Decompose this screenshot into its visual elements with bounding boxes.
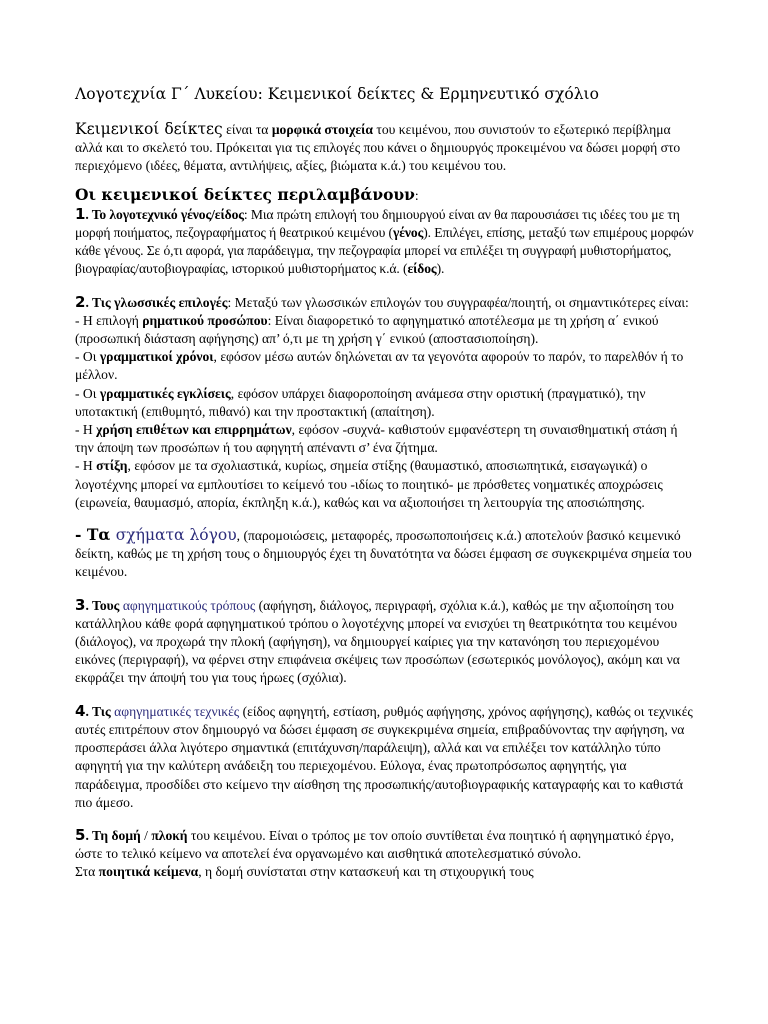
figures-term: σχήματα λόγου — [115, 526, 237, 545]
list-item-text: , εφόσον μέσω αυτών δηλώνεται αν τα γεγονότα αφορούν το παρόν, το παρελθόν ή το μέλλον. — [75, 349, 684, 383]
section-1-bold-1: γένος — [392, 225, 424, 241]
list-item-text: , εφόσον υπάρχει διαφοροποίηση ανάμεσα στην οριστική (πραγματικό), την υποτακτική (επιθυμητό, πιθανό) και την προστακτική (απαίτηση). — [75, 385, 646, 419]
figures-dash: - Τα — [75, 525, 116, 545]
section-3-term: αφηγηματικούς τρόπους — [122, 597, 256, 613]
list-item-prefix: - Οι — [75, 349, 100, 365]
list-item — [75, 457, 695, 512]
document-title: Λογοτεχνία Γ΄ Λυκείου: Κειμενικοί δείκτες & Ερμηνευτικό σχόλιο — [75, 85, 599, 103]
list-item — [75, 348, 695, 384]
section-4-number: 4 — [75, 701, 86, 720]
list-item-prefix: - Οι — [75, 385, 100, 401]
section-5-cont-term: ποιητικά κείμενα — [98, 864, 199, 880]
section-4-text: (είδος αφηγητή, εστίαση, ρυθμός αφήγησης, χρόνος αφήγησης), καθώς οι τεχνικές αυτές επιτρέπουν στον δημιουργό να δώσει έμφαση σε συγκεκριμένα σημεία, επιβραδύνοντας την αφήγηση, να προσπεράσει άλλα λιγότερο σημαντικά (επιτάχυνση/παράλειψη), αλλά και να επιλέξει τον κατάλληλο τύπο αφηγητή για την καλύτερη ανάδειξη του περιεχομένου. Εύλογα, ένας πρωτοπρόσωπος αφηγητής, για παράδειγμα, προσδίδει στο κείμενο την αίσθηση της προσωπικής/αυτοβιογραφικής καταγραφής και το καθιστά πιο άμεσο. — [75, 703, 693, 810]
section-5-text: του κειμένου. Είναι ο τρόπος με τον οποίο συντίθεται ένα ποιητικό ή αφηγηματικό έργο, ώστε το τελικό κείμενο να αποτελεί ένα οργανωμένο και αισθητικά αποτελεσματικό σύνολο. — [75, 827, 674, 862]
section-1 — [75, 205, 695, 279]
figures-text: , (παρομοιώσεις, μεταφορές, προσωποποιήσεις κ.ά.) αποτελούν βασικό κειμενικό δείκτη, καθώς με τη χρήση τους ο δημιουργός έχει τη δυνατότητα να δώσει έμφαση σε συγκεκριμένα σημεία του κειμένου. — [75, 528, 692, 580]
section-5-slash: / — [140, 827, 152, 843]
list-item-term: ρηματικού προσώπου — [142, 312, 268, 328]
list-item-prefix: - Η επιλογή — [75, 312, 143, 328]
list-item-prefix: - Η — [75, 422, 97, 438]
section-5-heading-2: πλοκή — [151, 827, 188, 843]
includes-heading — [75, 186, 695, 205]
section-1-heading: . Το λογοτεχνικό γένος/είδος — [85, 206, 244, 222]
list-item-text: : Είναι διαφορετικό το αφηγηματικό αποτέλεσμα με τη χρήση α΄ ενικού (προσωπική διάσταση αφήγησης) απ’ ό,τι με τη χρήση γ΄ ενικού (αποστασιοποίηση). — [75, 312, 659, 347]
section-4 — [75, 702, 695, 812]
list-item — [75, 421, 695, 457]
intro-bold: μορφικά στοιχεία — [271, 122, 373, 137]
intro-term: Κειμενικοί δείκτες — [75, 120, 223, 138]
list-item-text: , εφόσον με τα σχολιαστικά, κυρίως, σημεία στίξης (θαυμαστικό, αποσιωπητικά, εισαγωγικά) ο λογοτέχνης μπορεί να εμπλουτίσει το κείμενό του -ιδίως το ποιητικό- με πρόσθετες νοηματικές αποχρώσεις (ειρωνεία, θαυμασμό, απορία, έκπληξη κ.ά.), καθώς και να αξιοποιήσει τη λειτουργία της αποσιώπησης. — [75, 458, 663, 510]
section-5-cont-text: , η δομή συνίσταται στην κατασκευή και τη στιχουργική τους — [198, 864, 534, 880]
section-2-number: 2 — [75, 292, 86, 311]
section-2 — [75, 293, 695, 312]
section-5-number: 5 — [75, 825, 86, 844]
section-5-cont-prefix: Στα — [75, 864, 99, 880]
section-2-heading: . Τις γλωσσικές επιλογές — [85, 294, 228, 310]
section-4-term: αφηγηματικές τεχνικές — [114, 703, 240, 719]
section-1-number: 1 — [75, 204, 86, 223]
section-1-bold-2: είδος — [407, 261, 437, 277]
document-page — [75, 84, 695, 882]
section-1-text-3: ). — [436, 261, 445, 277]
section-4-heading: . Τις — [85, 703, 115, 719]
list-item — [75, 312, 695, 348]
list-item-term: γραμματικοί χρόνοι — [99, 349, 214, 365]
section-3-heading: . Τους — [85, 597, 123, 613]
section-5-continuation — [75, 863, 695, 881]
intro-text-1: είναι τα — [222, 122, 272, 137]
section-3-number: 3 — [75, 595, 86, 614]
section-5 — [75, 826, 695, 863]
list-item-term: στίξη — [96, 458, 128, 474]
figures-of-speech-paragraph — [75, 526, 695, 582]
list-item-term: χρήση επιθέτων και επιρρημάτων — [96, 422, 292, 438]
includes-heading-text: Οι κειμενικοί δείκτες περιλαμβάνουν — [75, 184, 415, 204]
includes-colon: : — [414, 187, 419, 203]
section-1-text-1: : Μια πρώτη επιλογή του δημιουργού είναι αν θα παρουσιάσει τις ιδέες του με τη μορφή ποιήματος, πεζογραφήματος ή θεατρικού κειμένου ( — [75, 206, 680, 241]
section-3 — [75, 596, 695, 688]
list-item-term: γραμματικές εγκλίσεις — [99, 385, 231, 401]
section-2-text: : Μεταξύ των γλωσσικών επιλογών του συγγραφέα/ποιητή, οι σημαντικότερες είναι: — [227, 294, 689, 310]
list-item-text: , εφόσον -συχνά- καθιστούν εμφανέστερη τη συναισθηματική στάση ή την άποψη των προσώπων ή του αφηγητή απέναντι σ’ ένα ζήτημα. — [75, 422, 678, 456]
section-3-text: (αφήγηση, διάλογος, περιγραφή, σχόλια κ.ά.), καθώς με την αξιοποίηση του κατάλληλου κάθε φορά αφηγηματικού τρόπου ο λογοτέχνης μπορεί να ενισχύει τη θεατρικότητα του κειμένου (διάλογος), να προχωρά την πλοκή (αφήγηση), να δημιουργεί καίριες για την κατανόηση του περιεχομένου εικόνες (περιγραφή), να φέρνει στην επιφάνεια σκέψεις των προσώπων (εσωτερικός μονόλογος), ακόμη και να εκφράζει την άποψή του για τους ήρωες (σχόλια). — [75, 597, 680, 686]
section-5-heading: . Τη δομή — [85, 827, 141, 843]
list-item-prefix: - Η — [75, 458, 97, 474]
intro-paragraph — [75, 120, 695, 176]
intro-text-2: του κειμένου, που συνιστούν το εξωτερικό περίβλημα αλλά και το σκελετό του. Πρόκειται για τις επιλογές που κάνει ο δημιουργός προκειμένου να δώσει μορφή στο περιεχόμενο (ιδέες, θέματα, αντιλήψεις, αξίες, βιώματα κ.ά.) του κειμένου του. — [75, 122, 681, 174]
section-1-text-2: ). Επιλέγει, επίσης, μεταξύ των επιμέρους μορφών κάθε γένους. Σε ό,τι αφορά, για παράδειγμα, την πεζογραφία μπορεί να επιλέξει τη συγγραφή μυθιστορήματος, βιογραφίας/αυτοβιογραφίας, ιστορικού μυθιστορήματος κ.ά. ( — [75, 225, 694, 277]
list-item — [75, 385, 695, 421]
